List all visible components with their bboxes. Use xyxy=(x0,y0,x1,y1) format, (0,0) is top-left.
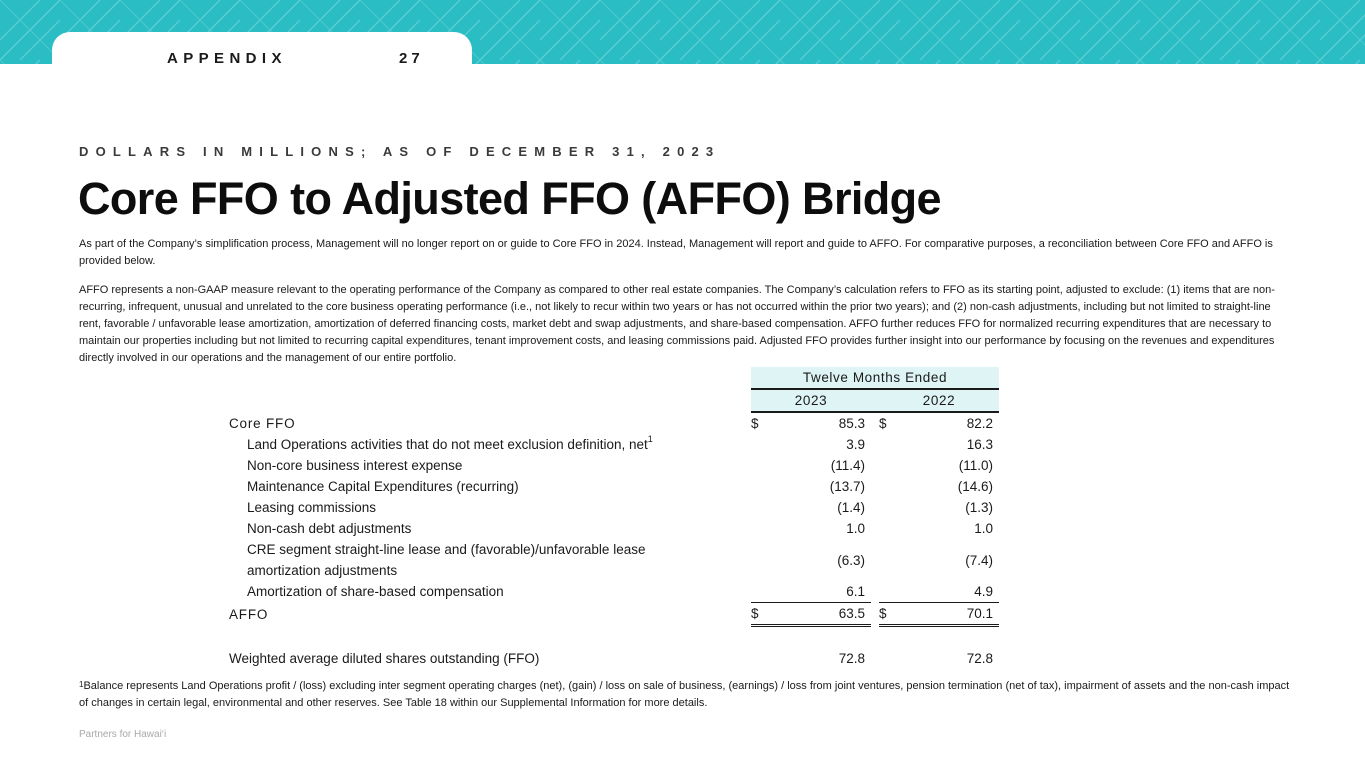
footnote-marker: 1 xyxy=(647,434,653,444)
footnote-marker: 1 xyxy=(79,680,84,689)
row-label: Weighted average diluted shares outstanding (FFO) xyxy=(229,651,540,666)
value-2023: 3.9 xyxy=(846,437,865,452)
table-row-total xyxy=(222,603,999,626)
value-2022: (14.6) xyxy=(957,479,993,494)
value-2022: (7.4) xyxy=(965,552,993,568)
value-2023: (11.4) xyxy=(830,458,865,473)
row-label-cell xyxy=(222,539,747,581)
table-row xyxy=(222,476,999,497)
affo-definition-paragraph: AFFO represents a non-GAAP measure relevant to the operating performance of the Company as compared to other real estate companies. The Company’s calculation refers to FFO as its starting point, adjusted to exclude: (1) items that are non-recurring, infrequent, unusual and unrelated to the core business operating performance (i.e., not likely to recur within two years or has not occurred within the prior two years); and (2) non-cash adjustments, including but not limited to straight-line rent, favorable / unfavorable lease amortization, amortization of deferred financing costs, market debt and swap adjustments, and share-based compensation. AFFO further reduces FFO for normalized recurring expenditures that are necessary to maintain our properties including but not limited to recurring capital expenditures, tenant improvement costs, and leasing commissions paid. Adjusted FFO provides further insight into our performance by focusing on the revenues and expenditures directly involved in our operations and the management of our entire portfolio. xyxy=(79,284,1275,364)
value-2022: 70.1 xyxy=(893,603,999,626)
row-label-line1: CRE segment straight-line lease and (favorable)/unfavorable lease xyxy=(247,542,646,557)
row-label-line2: amortization adjustments xyxy=(247,563,398,578)
row-label: Leasing commissions xyxy=(247,500,377,515)
table-header-period xyxy=(222,367,999,389)
footnote-text: Balance represents Land Operations profit / (loss) excluding inter segment operating charges (net), (gain) / loss on sale of business, (earnings) / loss from joint ventures, pension termination (net of tax), impairment of assets and the non-cash impact of changes in certain legal, environmental and other reserves. See Table 18 within our Supplemental Information for more details. xyxy=(79,680,1290,709)
period-header: Twelve Months Ended xyxy=(751,367,999,389)
value-2023: 6.1 xyxy=(846,584,865,599)
row-label: Core FFO xyxy=(229,415,296,431)
section-label: APPENDIX xyxy=(167,50,287,67)
table-row xyxy=(222,518,999,539)
row-label: Maintenance Capital Expenditures (recurring) xyxy=(247,479,519,494)
value-2023: (13.7) xyxy=(829,479,865,494)
value-2023: 72.8 xyxy=(838,651,865,666)
year-header-2022: 2022 xyxy=(879,389,999,412)
value-2022: 16.3 xyxy=(966,437,993,452)
value-2022: 72.8 xyxy=(966,651,993,666)
table-row xyxy=(222,497,999,518)
table-row xyxy=(222,539,999,581)
currency-symbol: $ xyxy=(879,416,887,431)
table-row xyxy=(222,455,999,476)
row-label: Non-cash debt adjustments xyxy=(247,521,412,536)
value-2023: (6.3) xyxy=(837,552,865,568)
footnote xyxy=(79,678,1294,712)
page-subtitle: DOLLARS IN MILLIONS; AS OF DECEMBER 31, 2023 xyxy=(79,144,721,159)
table-header-years xyxy=(222,389,999,412)
value-2023: (1.4) xyxy=(837,500,865,515)
currency-symbol: $ xyxy=(751,603,765,626)
value-2023: 63.5 xyxy=(765,603,871,626)
currency-symbol: $ xyxy=(879,603,893,626)
footer-tagline: Partners for Hawai‘i xyxy=(79,729,167,740)
row-label: AFFO xyxy=(229,606,269,622)
intro-paragraph: As part of the Company’s simplification process, Management will no longer report on or guide to Core FFO in 2024. Instead, Management will report and guide to AFFO. For comparative purposes, a reconciliation between Core FFO and AFFO is provided below. xyxy=(79,238,1273,267)
table-row xyxy=(222,412,999,434)
value-2022: (11.0) xyxy=(958,458,993,473)
value-2023: 1.0 xyxy=(846,521,865,536)
row-label: Non-core business interest expense xyxy=(247,458,463,473)
year-header-2023: 2023 xyxy=(751,389,871,412)
value-2022: (1.3) xyxy=(965,500,993,515)
affo-bridge-table xyxy=(222,367,999,669)
value-2023: 85.3 xyxy=(838,416,865,431)
table-row xyxy=(222,648,999,669)
currency-symbol: $ xyxy=(751,416,759,431)
value-2022: 4.9 xyxy=(974,584,993,599)
page-title: Core FFO to Adjusted FFO (AFFO) Bridge xyxy=(78,173,941,224)
row-label: Amortization of share-based compensation xyxy=(247,584,504,600)
value-2022: 1.0 xyxy=(974,521,993,536)
table-row xyxy=(222,434,999,455)
table-row xyxy=(222,581,999,603)
value-2022: 82.2 xyxy=(966,416,993,431)
page-number: 27 xyxy=(399,50,424,67)
row-label-cell xyxy=(222,434,747,455)
row-label: Land Operations activities that do not meet exclusion definition, net xyxy=(247,437,648,452)
